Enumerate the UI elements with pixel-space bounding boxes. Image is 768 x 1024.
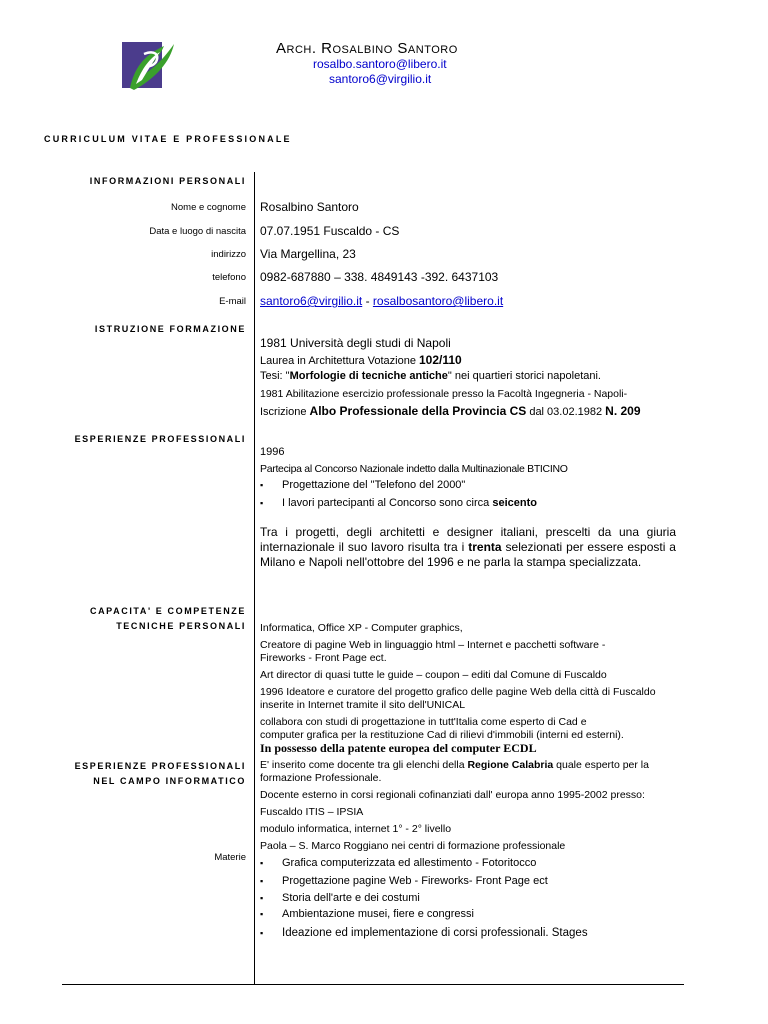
it-line-2: Docente esterno in corsi regionali cofinanziati dall' europa anno 1995-2002 presso: [260, 789, 645, 801]
it-line-1d: formazione Professionale. [260, 772, 382, 784]
label-materie: Materie [214, 852, 246, 863]
section-it-experience: ESPERIENZE PROFESSIONALI NEL CAMPO INFORMATICO [74, 761, 246, 786]
materie-bullet: ▪ Progettazione pagine Web - Fireworks- Front Page ect [260, 875, 548, 887]
logo-icon [120, 40, 178, 92]
section-experience: ESPERIENZE PROFESSIONALI [74, 434, 246, 444]
email-separator: - [362, 294, 373, 308]
skills-line-5b: computer grafica per la restituzione Cad di rilievi d'immobili (interni ed esterni). [260, 729, 624, 741]
value-birth: 07.07.1951 Fuscaldo - CS [260, 224, 400, 238]
it-line-3: Fuscaldo ITIS – IPSIA [260, 806, 364, 818]
section-education: ISTRUZIONE FORMAZIONE [94, 324, 246, 334]
document-title: CURRICULUM VITAE E PROFESSIONALE [44, 134, 292, 144]
footer-rule [62, 984, 684, 985]
value-name: Rosalbino Santoro [260, 200, 359, 214]
materie-bullet: ▪ Ambientazione musei, fiere e congressi [260, 908, 474, 920]
education-line-2: Laurea in Architettura Votazione 102/110 [260, 353, 462, 367]
skills-line-4: 1996 Ideatore e curatore del progetto grafico delle pagine Web della città di Fuscaldo [260, 686, 656, 698]
skills-line-2: Creatore di pagine Web in linguaggio html – Internet e pacchetti software - [260, 639, 606, 651]
skills-line-6: In possesso della patente europea del computer ECDL [260, 741, 537, 755]
label-address: indirizzo [211, 249, 246, 260]
value-address: Via Margellina, 23 [260, 247, 356, 261]
materie-bullet: ▪ Storia dell'arte e dei costumi [260, 892, 420, 904]
experience-bullet-2: ▪ I lavori partecipanti al Concorso sono circa seicento [260, 497, 537, 509]
header-email-1[interactable]: rosalbo.santoro@libero.it [313, 57, 447, 71]
education-line-1: 1981 Università degli studi di Napoli [260, 336, 451, 350]
skills-line-2b: Fireworks - Front Page ect. [260, 652, 387, 664]
value-phone: 0982-687880 – 338. 4849143 -392. 6437103 [260, 270, 499, 284]
value-email [260, 294, 503, 308]
skills-line-1: Informatica, Office XP - Computer graphics, [260, 622, 463, 634]
experience-year: 1996 [260, 446, 285, 458]
education-line-3: Tesi: "Morfologie di tecniche antiche" nei quartieri storici napoletani. [260, 370, 601, 382]
label-phone: telefono [212, 272, 246, 283]
label-email: E-mail [219, 296, 246, 307]
materie-bullet: ▪ Ideazione ed implementazione di corsi professionali. Stages [260, 927, 588, 939]
header-email-2[interactable]: santoro6@virgilio.it [329, 72, 432, 86]
author-name: Arch. Rosalbino Santoro [276, 40, 458, 57]
materie-bullet: ▪ Grafica computerizzata ed allestimento - Fotoritocco [260, 857, 537, 869]
skills-line-3: Art director di quasi tutte le guide – coupon – editi dal Comune di Fuscaldo [260, 669, 607, 681]
skills-line-4b: inserite in Internet tramite il sito dell'UNICAL [260, 699, 466, 711]
experience-paragraph: Tra i progetti, degli architetti e designer italiani, prescelti da una giuria internazionale il suo lavoro risulta tra i trenta selezionati per essere esposti a Milano e Napoli nell'ottobre del 1996 e ne parla la stampa specializzata. [260, 525, 676, 569]
section-personal: INFORMAZIONI PERSONALI [89, 176, 246, 186]
it-line-5: Paola – S. Marco Roggiano nei centri di formazione professionale [260, 840, 566, 852]
experience-bullet-1: ▪ Progettazione del "Telefono del 2000" [260, 479, 466, 491]
column-divider [254, 172, 255, 984]
it-line-1: E' inserito come docente tra gli elenchi della Regione Calabria quale esperto per la [260, 759, 649, 771]
email-link-libero[interactable]: rosalbosantoro@libero.it [372, 294, 504, 308]
label-birth: Data e luogo di nascita [149, 226, 246, 237]
email-link-virgilio[interactable]: santoro6@virgilio.it [260, 294, 363, 308]
section-skills: CAPACITA' E COMPETENZE TECNICHE PERSONALI [89, 606, 246, 631]
skills-line-5: collabora con studi di progettazione in tutt'Italia come esperto di Cad e [260, 716, 587, 728]
label-name: Nome e cognome [171, 202, 246, 213]
education-line-5: Iscrizione Albo Professionale della Provincia CS dal 03.02.1982 N. 209 [260, 404, 641, 418]
education-line-4: 1981 Abilitazione esercizio professionale presso la Facoltà Ingegneria - Napoli- [260, 388, 628, 400]
it-line-4: modulo informatica, internet 1° - 2° livello [260, 823, 452, 835]
experience-line-1: Partecipa al Concorso Nazionale indetto dalla Multinazionale BTICINO [260, 463, 568, 475]
